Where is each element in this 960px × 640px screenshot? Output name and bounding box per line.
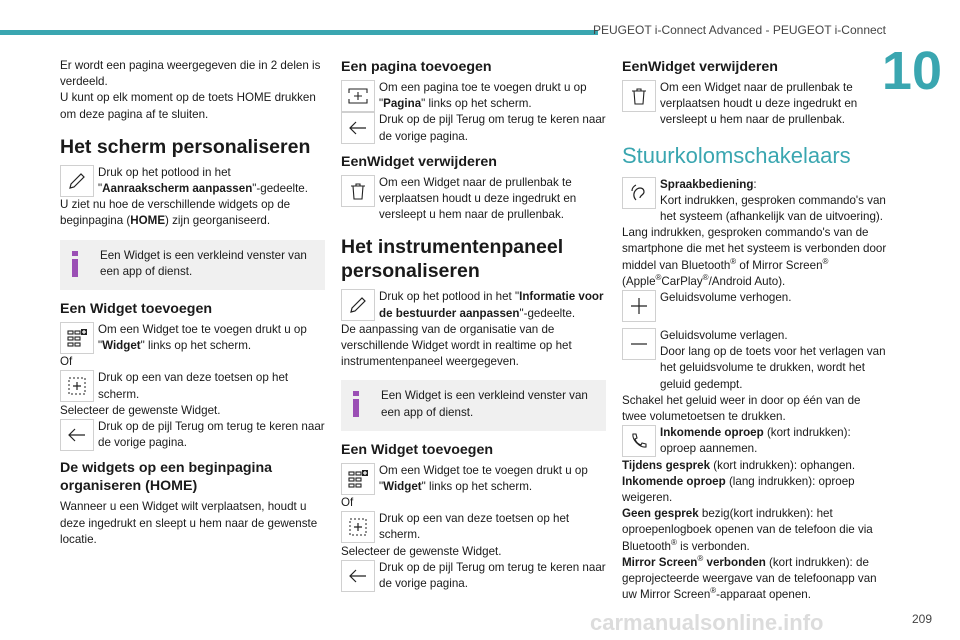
volume-down-text: Geluidsvolume verlagen. Door lang op de toets voor het verlagen van het geluidsvolume te drukken, wordt het geluid gedempt. [660, 329, 886, 391]
pencil-step [60, 165, 325, 197]
column-2 [341, 58, 606, 592]
plus-dashed-icon [60, 370, 94, 402]
back-step-text: Druk op de pijl Terug om terug te keren naar de vorige pagina. [379, 113, 606, 143]
section-heading-personalize: Het scherm personaliseren [60, 135, 311, 158]
voice-step-text: Spraakbediening: Kort indrukken, gesproken commando's van het systeem (afhankelijk van de uitvoering). [660, 177, 886, 224]
heading-remove-widget: EenWidget verwijderen [341, 153, 497, 170]
add-widget-text: Om een Widget toe te voegen drukt u op "Widget" links op het scherm. [98, 322, 307, 353]
volume-up-step [622, 290, 887, 322]
or-text: Of [341, 496, 354, 510]
plus-step-text: Druk op een van deze toetsen op het scherm. [98, 371, 289, 401]
info-box [341, 380, 606, 430]
overview-text: U ziet nu hoe de verschillende widgets op de beginpagina (HOME) zijn georganiseerd. [60, 198, 291, 228]
back-step [341, 560, 606, 592]
plus-icon [622, 290, 656, 322]
pencil-step [341, 289, 606, 321]
adjust-text: De aanpassing van de organisatie van de verschillende Widget wordt in realtime op het instrumentenpaneel weergegeven. [341, 322, 572, 369]
back-step-text: Druk op de pijl Terug om terug te keren naar de vorige pagina. [379, 560, 606, 591]
voice-step [622, 177, 887, 226]
header-bar [0, 30, 598, 35]
organize-text: Wanneer u een Widget wilt verplaatsen, houdt u deze ingedrukt en sleept u hem naar de gewenste locatie. [60, 500, 318, 546]
trash-icon [622, 80, 656, 112]
volume-restore-text: Schakel het geluid weer in door op één van de twee volumetoetsen te drukken. [622, 393, 861, 424]
select-text: Selecteer de gewenste Widget. [60, 403, 221, 417]
back-step [60, 419, 325, 451]
trash-icon [341, 175, 375, 207]
widget-grid-icon [341, 463, 375, 495]
section-heading-steering: Stuurkolomschakelaars [622, 142, 851, 168]
add-page-text: Om een pagina toe te voegen drukt u op "Pagina" links op het scherm. [379, 81, 587, 111]
minus-icon [622, 328, 656, 360]
back-arrow-icon [341, 112, 375, 144]
pencil-icon [60, 165, 94, 197]
add-widget-text: Om een Widget toe te voegen drukt u op "Widget" links op het scherm. [379, 463, 588, 493]
back-arrow-icon [341, 560, 375, 592]
phone-step-text: Inkomende oproep (kort indrukken): oproep aannemen. [660, 426, 851, 456]
heading-add-widget: Een Widget toevoegen [341, 441, 494, 458]
heading-add-widget: Een Widget toevoegen [60, 300, 213, 317]
pencil-icon [341, 289, 375, 321]
reject-call-text: Inkomende oproep (lang indrukken): oproep weigeren. [622, 474, 855, 505]
phone-step [622, 425, 887, 457]
select-text: Selecteer de gewenste Widget. [341, 544, 502, 558]
page-number: 209 [911, 612, 932, 626]
add-page-icon [341, 80, 375, 112]
mirror-screen-text: Mirror Screen® verbonden (kort indrukken): de geprojecteerde weergave van de telefoonapp van uw Mirror Screen®-apparaat openen. [622, 554, 877, 602]
info-icon [72, 251, 86, 282]
add-widget-step [341, 463, 606, 495]
or-text: Of [60, 355, 73, 369]
page-header-title: PEUGEOT i-Connect Advanced - PEUGEOT i-Connect [592, 23, 886, 37]
column-3 [622, 58, 887, 603]
voice-long-text: Lang indrukken, gesproken commando's van de smartphone die met het systeem is verbonden door middel van Bluetooth® of Mirror Screen® (Apple®CarPlay®/Android Auto). [622, 226, 887, 288]
add-widget-step [60, 322, 325, 354]
column-1 [60, 58, 325, 548]
widget-grid-icon [60, 322, 94, 354]
section-heading-instrument: Het instrumentenpaneel personaliseren [341, 236, 564, 283]
pencil-step-text: Druk op het potlood in het "Aanraakscherm aanpassen"-gedeelte. [98, 165, 308, 196]
heading-remove-widget: EenWidget verwijderen [622, 59, 778, 75]
back-step [341, 112, 606, 144]
phone-icon [622, 425, 656, 457]
intro-text-2: U kunt op elk moment op de toets HOME drukken om deze pagina af te sluiten. [60, 91, 316, 121]
chapter-number: 10 [881, 41, 942, 101]
intro-text: Er wordt een pagina weergegeven die in 2 delen is verdeeld. [60, 59, 321, 89]
volume-up-text: Geluidsvolume verhogen. [660, 291, 792, 305]
info-text: Een Widget is een verkleind venster van een app of dienst. [381, 389, 588, 419]
pencil-step-text: Druk op het potlood in het "Informatie voor de bestuurder aanpassen"-gedeelte. [379, 290, 604, 320]
plus-step [60, 370, 325, 402]
during-call-text: Tijdens gesprek (kort indrukken): ophangen. [622, 458, 856, 472]
plus-step-text: Druk op een van deze toetsen op het scherm. [379, 512, 570, 542]
info-text: Een Widget is een verkleind venster van een app of dienst. [100, 248, 307, 278]
voice-command-icon [622, 177, 656, 209]
back-step-text: Druk op de pijl Terug om terug te keren naar de vorige pagina. [98, 420, 325, 450]
remove-text: Om een Widget naar de prullenbak te verplaatsen houdt u deze ingedrukt en versleept u hem naar de prullenbak. [379, 175, 577, 222]
remove-step [622, 80, 887, 129]
volume-down-step [622, 328, 887, 393]
info-icon [353, 391, 367, 422]
heading-organize: De widgets op een beginpagina organiseren (HOME) [60, 460, 273, 495]
plus-step [341, 511, 606, 543]
watermark: carmanualsonline.info [590, 610, 824, 635]
remove-text: Om een Widget naar de prullenbak te verplaatsen houdt u deze ingedrukt en versleept u hem naar de prullenbak. [660, 81, 858, 127]
info-box [60, 240, 325, 290]
plus-dashed-icon [341, 511, 375, 543]
no-call-text: Geen gesprek bezig(kort indrukken): het oproepenlogboek openen van de telefoon die via Bluetooth® is verbonden. [622, 507, 873, 553]
back-arrow-icon [60, 419, 94, 451]
heading-add-page: Een pagina toevoegen [341, 59, 492, 75]
add-page-step [341, 80, 606, 112]
remove-step [341, 175, 606, 224]
